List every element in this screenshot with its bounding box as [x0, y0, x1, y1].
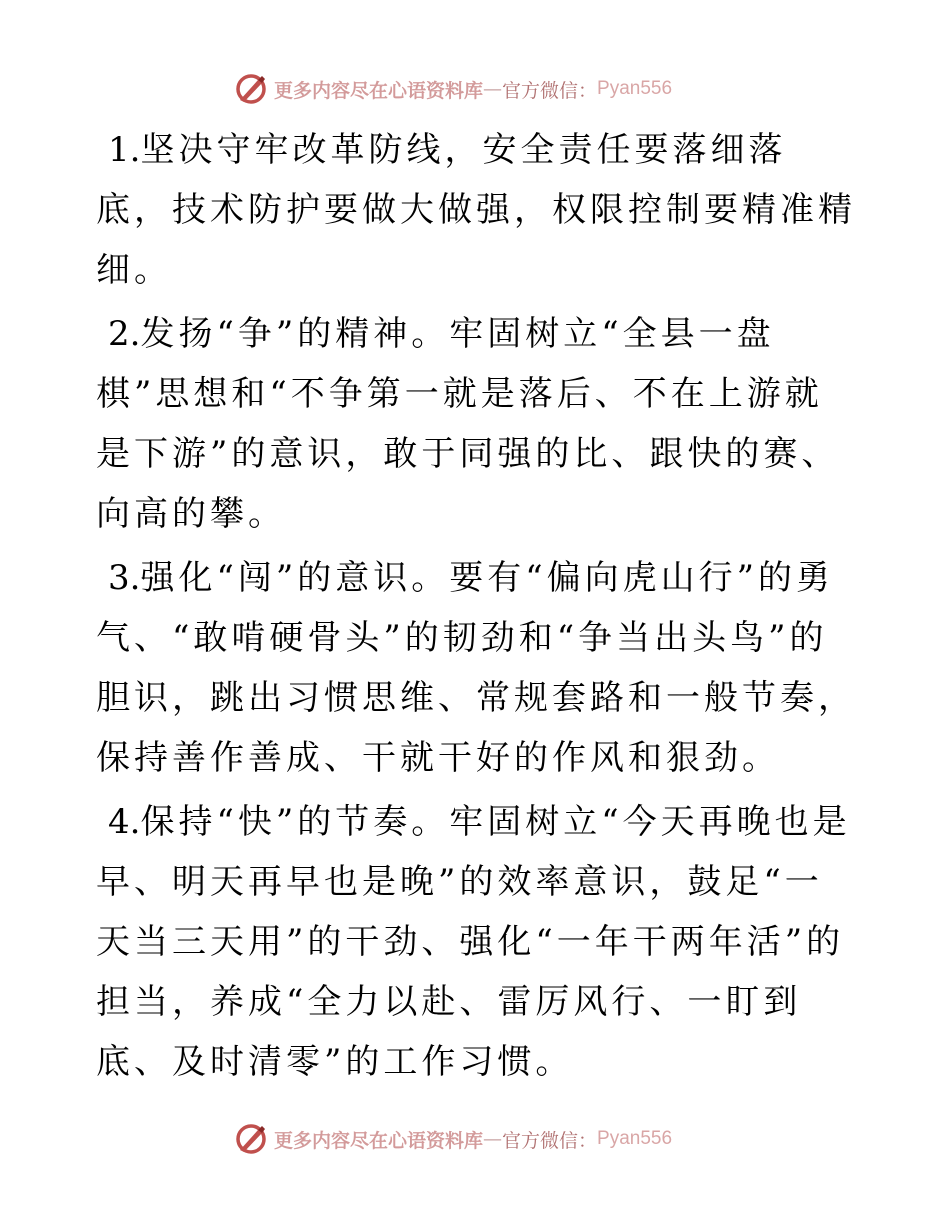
footer-watermark-banner [234, 1121, 754, 1157]
header-watermark-banner [234, 71, 754, 107]
paragraph-4 [96, 792, 856, 1092]
paragraph-number: 3. [108, 558, 141, 598]
banner-wechat-id: Pyan556 [597, 1128, 673, 1149]
paragraph-3 [96, 548, 856, 788]
paragraph-1 [96, 120, 856, 300]
red-pen-ring-logo-icon [234, 72, 268, 106]
banner-dash: — [483, 78, 503, 100]
paragraph-text: 发扬“争”的精神。牢固树立“全县一盘棋”思想和“不争第一就是落后、不在上游就是下游”的意识，敢于同强的比、跟快的赛、向高的攀。 [96, 314, 840, 534]
paragraph-text: 强化“闯”的意识。要有“偏向虎山行”的勇气、“敢啃硬骨头”的韧劲和“争当出头鸟”的胆识，跳出习惯思维、常规套路和一般节奏，保持善作善成、干就干好的作风和狠劲。 [96, 558, 856, 778]
paragraph-number: 2. [108, 314, 141, 354]
paragraph-2 [96, 304, 856, 544]
banner-official-label: 官方微信： [502, 1129, 598, 1152]
paragraph-text: 保持“快”的节奏。牢固树立“今天再晚也是早、明天再早也是晚”的效率意识，鼓足“一天当三天用”的干劲、强化“一年干两年活”的担当，养成“全力以赴、雷厉风行、一盯到底、及时清零”的工作习惯。 [96, 802, 851, 1082]
banner-official-label: 官方微信： [502, 79, 598, 102]
banner-wechat-id: Pyan556 [597, 78, 673, 99]
paragraph-number: 1. [108, 130, 141, 170]
document-body [96, 120, 856, 1096]
red-pen-ring-logo-icon [234, 1122, 268, 1156]
banner-text: 更多内容尽在心语资料库 [274, 1129, 484, 1152]
paragraph-text: 坚决守牢改革防线，安全责任要落细落底，技术防护要做大做强，权限控制要精准精细。 [96, 130, 856, 290]
banner-dash: — [483, 1128, 503, 1150]
banner-text: 更多内容尽在心语资料库 [274, 79, 484, 102]
paragraph-number: 4. [108, 802, 141, 842]
